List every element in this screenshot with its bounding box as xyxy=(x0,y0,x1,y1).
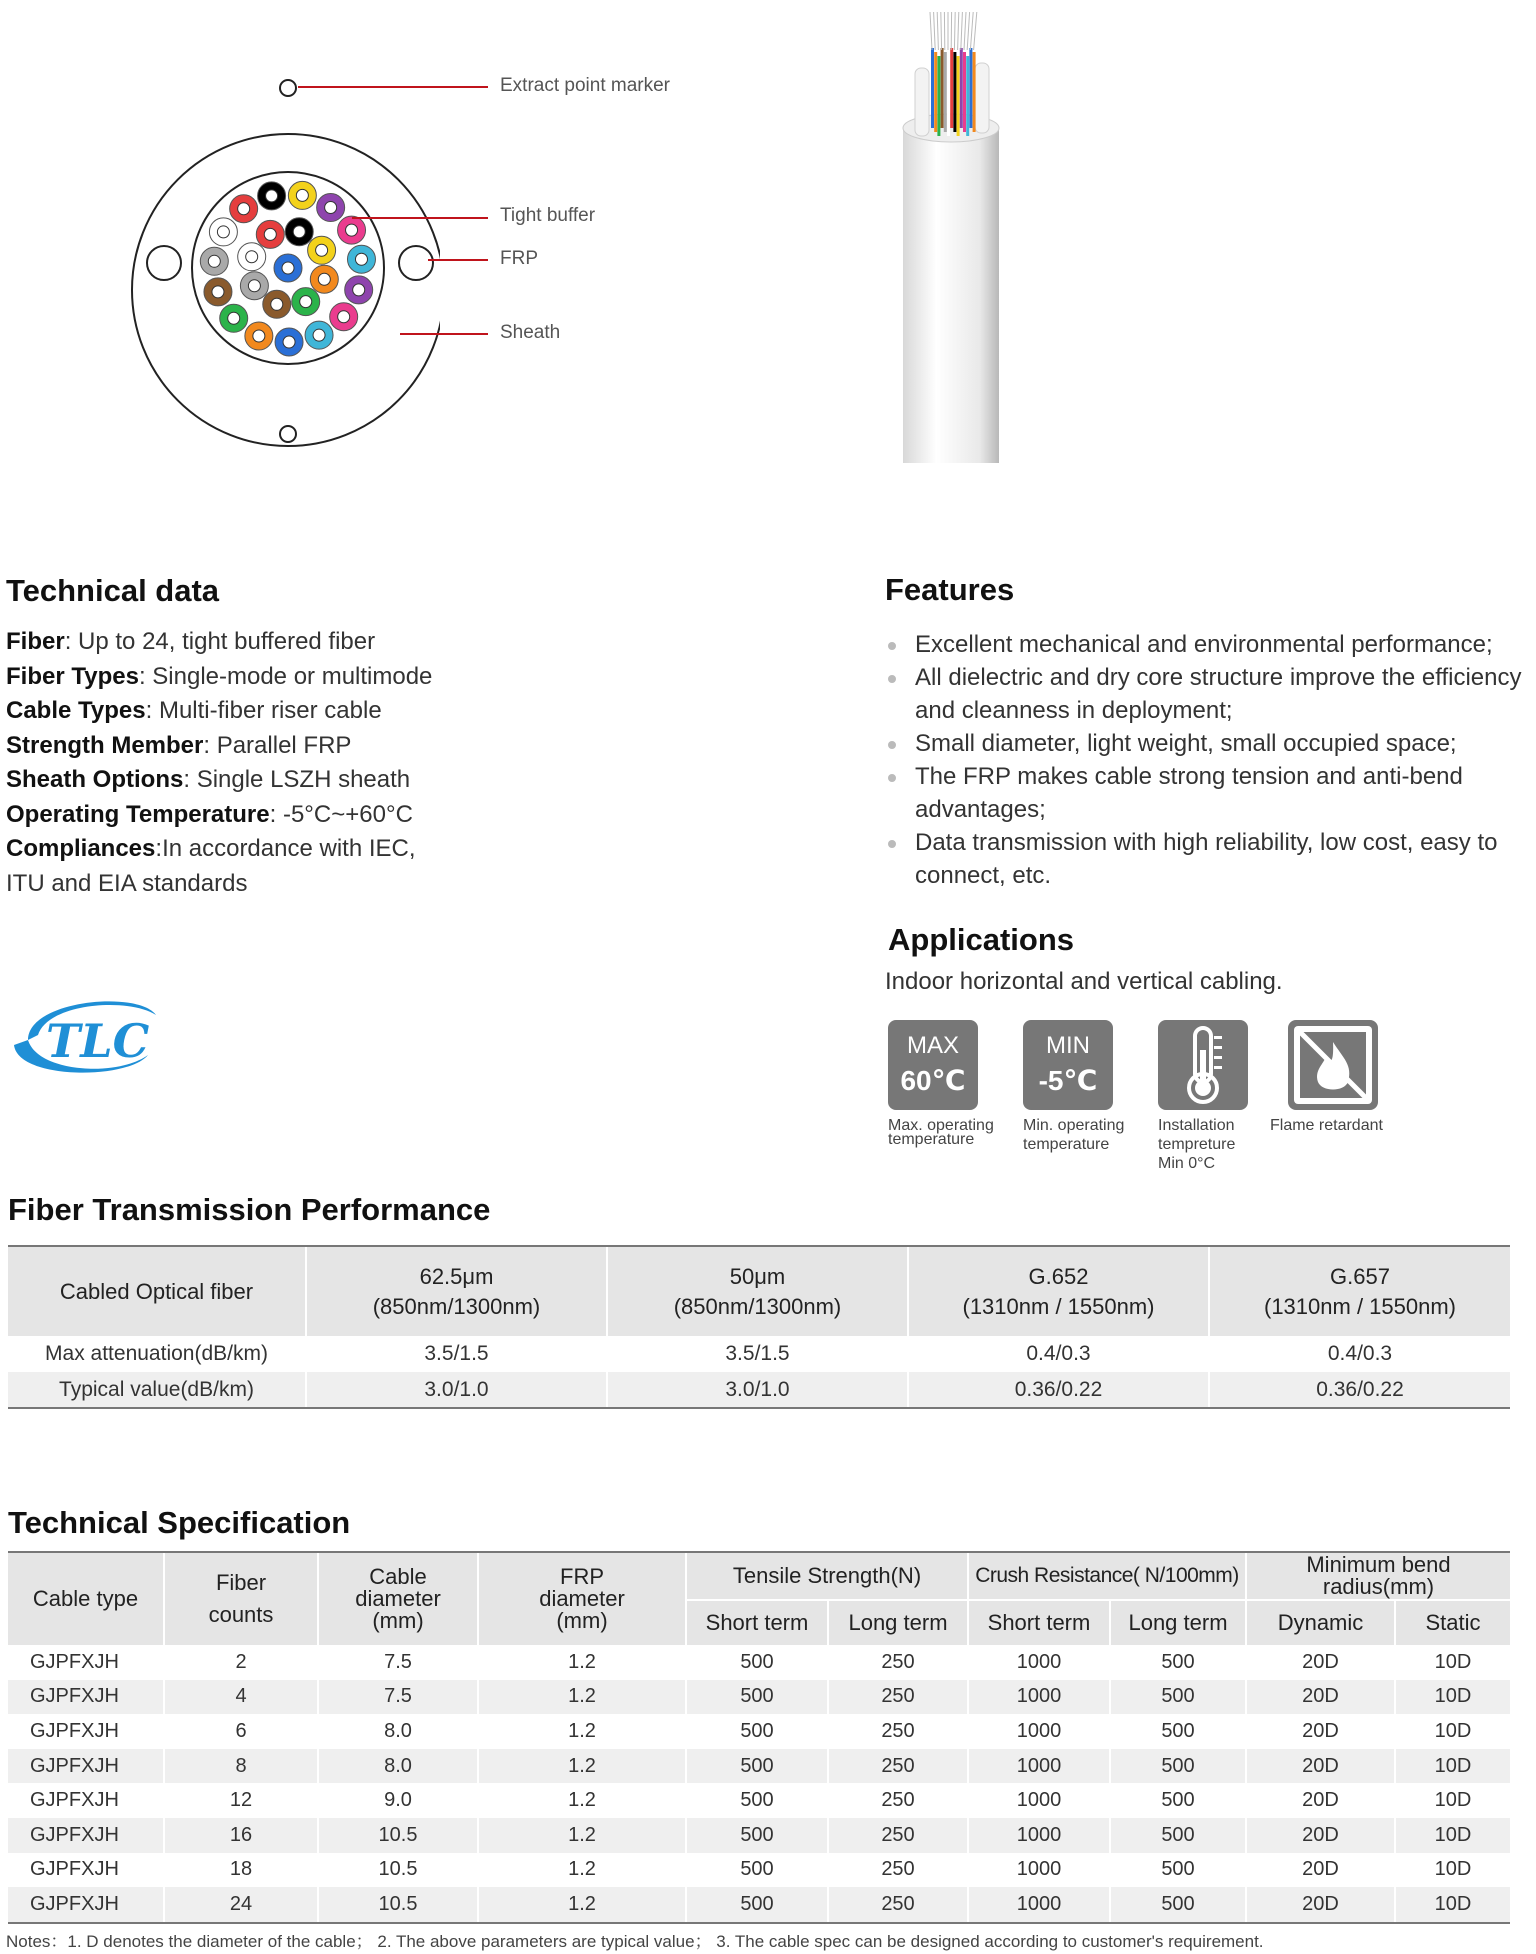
table-cell: 250 xyxy=(828,1714,968,1749)
table-cell: 500 xyxy=(686,1680,828,1715)
table-cell: 7.5 xyxy=(318,1680,478,1715)
table-cell: 500 xyxy=(1110,1645,1246,1680)
side-fiber-strand xyxy=(967,12,969,50)
specification-notes: Notes：1. D denotes the diameter of the cable； 2. The above parameters are typical value； 3. The cable spec can be designed according to customer's requirement. xyxy=(6,1932,1264,1951)
side-fiber-strand xyxy=(930,12,932,50)
specification-table xyxy=(8,1553,1510,1922)
header-bend-radius: Minimum bend radius(mm) xyxy=(1246,1553,1510,1600)
tech-item-cable-types: Cable Types: Multi-fiber riser cable xyxy=(6,697,382,724)
table-row: Typical value(dB/km) 3.0/1.0 3.0/1.0 0.36/0.22 0.36/0.22 xyxy=(8,1372,1510,1408)
callout-frp: FRP xyxy=(500,248,538,269)
side-fiber xyxy=(973,52,976,132)
header-dynamic: Dynamic xyxy=(1246,1600,1395,1645)
table-cell: 250 xyxy=(828,1887,968,1922)
fiber-core xyxy=(300,296,312,308)
table-cell: 250 xyxy=(828,1853,968,1888)
fiber-core xyxy=(217,226,229,238)
table-cell: 10.5 xyxy=(318,1853,478,1888)
header-62-5um: 62.5μm (850nm/1300nm) xyxy=(306,1247,607,1336)
fiber-core xyxy=(293,226,305,238)
table-row xyxy=(8,1749,1510,1784)
table-row xyxy=(8,1783,1510,1818)
table-cell: 20D xyxy=(1246,1680,1395,1715)
bullet-icon xyxy=(888,642,896,650)
table-cell: 20D xyxy=(1246,1714,1395,1749)
table-cell: 1.2 xyxy=(478,1645,686,1680)
callout-tight-buffer: Tight buffer xyxy=(500,205,596,226)
table-cell: 1000 xyxy=(968,1680,1110,1715)
features-title: Features xyxy=(885,572,1015,607)
table-cell: 10D xyxy=(1395,1818,1510,1853)
fiber-core xyxy=(228,312,240,324)
fiber-core xyxy=(316,244,328,256)
side-fiber xyxy=(941,48,944,128)
tech-item-fiber: Fiber: Up to 24, tight buffered fiber xyxy=(6,628,376,655)
badge-value: -5℃ xyxy=(1038,1065,1098,1096)
table-cell: 1.2 xyxy=(478,1749,686,1784)
logo-text: TLC xyxy=(46,1014,150,1068)
table-row xyxy=(8,1853,1510,1888)
table-cell: 10D xyxy=(1434,1789,1472,1812)
table-cell: 1.2 xyxy=(478,1853,686,1888)
table-cell: 8.0 xyxy=(318,1714,478,1749)
sheath-leader xyxy=(400,333,488,335)
table-cell: 8.0 xyxy=(318,1749,478,1784)
side-fiber xyxy=(934,52,937,132)
applications-text: Indoor horizontal and vertical cabling. xyxy=(885,968,1283,995)
fiber-core xyxy=(355,253,367,265)
table-cell: 1000 xyxy=(968,1887,1110,1922)
table-cell: GJPFXJH xyxy=(8,1818,164,1853)
badge-label: MAX xyxy=(906,1032,959,1059)
fiber-core xyxy=(346,224,358,236)
tech-item-sheath-options: Sheath Options: Single LSZH sheath xyxy=(6,766,411,793)
header-tensile-short-term: Short term xyxy=(686,1600,828,1645)
table-cell: 500 xyxy=(1110,1749,1246,1784)
fiber-core xyxy=(248,280,260,292)
side-fiber xyxy=(950,48,953,128)
table-cell: GJPFXJH xyxy=(8,1645,164,1680)
table-cell: 10.5 xyxy=(318,1887,478,1922)
fiber-core xyxy=(325,202,337,214)
specification-bottom-rule xyxy=(8,1922,1510,1924)
table-cell: 1000 xyxy=(968,1853,1110,1888)
flame-retardant-badge xyxy=(1288,1020,1378,1110)
table-cell: 10D xyxy=(1434,1650,1472,1673)
table-cell: 500 xyxy=(1110,1714,1246,1749)
flame-retardant-caption: Flame retardant xyxy=(1270,1117,1383,1134)
fiber-core xyxy=(338,311,350,323)
table-cell: 250 xyxy=(828,1645,968,1680)
table-cell: 1.2 xyxy=(478,1714,686,1749)
header-static: Static xyxy=(1395,1600,1510,1645)
max-temperature-caption: Max. operating temperature xyxy=(888,1117,994,1148)
table-cell: 250 xyxy=(828,1749,968,1784)
table-row xyxy=(8,1714,1510,1749)
fiber-core xyxy=(266,190,278,202)
side-fiber-strand xyxy=(954,12,955,50)
header-cable-type: Cable type xyxy=(8,1553,164,1645)
table-cell: 20D xyxy=(1246,1853,1395,1888)
header-tensile-long-term: Long term xyxy=(828,1600,968,1645)
features-list xyxy=(885,628,1535,892)
bullet-icon xyxy=(888,774,896,782)
tlc-logo xyxy=(8,985,158,1085)
min-temperature-caption: Min. operating temperature xyxy=(1023,1117,1125,1153)
flame-retardant-icon xyxy=(1288,1020,1378,1110)
installation-temperature-caption: Installation tempreture Min 0°C xyxy=(1158,1117,1236,1172)
bullet-icon xyxy=(888,741,896,749)
side-fiber xyxy=(963,52,966,132)
max-temperature-badge xyxy=(888,1020,978,1110)
tech-item-strength-member: Strength Member: Parallel FRP xyxy=(6,731,352,759)
table-cell: GJPFXJH xyxy=(8,1714,164,1749)
side-fiber-strand xyxy=(961,12,963,50)
thermometer-icon xyxy=(1158,1020,1248,1110)
table-cell: 250 xyxy=(828,1818,968,1853)
transmission-bottom-rule xyxy=(8,1407,1510,1409)
table-cell: GJPFXJH xyxy=(8,1680,164,1715)
tech-item-operating-temperature: Operating Temperature: -5°C~+60°C xyxy=(6,800,413,828)
frp-leader xyxy=(428,259,488,261)
fiber-core xyxy=(208,255,220,267)
table-row xyxy=(8,1887,1510,1922)
table-cell: 10.5 xyxy=(318,1818,478,1853)
feature-item: Excellent mechanical and environmental performance; xyxy=(885,628,1535,661)
side-fiber xyxy=(966,56,969,136)
table-cell: 20D xyxy=(1246,1749,1395,1784)
header-frp-diameter: FRP diameter (mm) xyxy=(478,1553,686,1645)
table-cell: 1.2 xyxy=(478,1887,686,1922)
table-cell: 500 xyxy=(686,1749,828,1784)
table-cell: 7.5 xyxy=(318,1645,478,1680)
table-cell: 10D xyxy=(1434,1719,1472,1742)
header-50um: 50μm (850nm/1300nm) xyxy=(607,1247,908,1336)
table-row: Max attenuation(dB/km) 3.5/1.5 3.5/1.5 0.4/0.3 0.4/0.3 xyxy=(8,1336,1510,1372)
table-cell: 1000 xyxy=(968,1645,1110,1680)
min-temperature-badge xyxy=(1023,1020,1113,1110)
applications-title: Applications xyxy=(888,922,1075,957)
header-crush-resistance: Crush Resistance( N/100mm) xyxy=(968,1553,1246,1600)
table-cell: 1000 xyxy=(968,1783,1110,1818)
table-cell: 20D xyxy=(1246,1645,1395,1680)
table-row xyxy=(8,1818,1510,1853)
feature-item: All dielectric and dry core structure improve the efficiency and cleanness in deployment; xyxy=(885,661,1535,727)
fiber-core xyxy=(271,298,283,310)
transmission-table xyxy=(8,1247,1510,1408)
callout-sheath: Sheath xyxy=(500,322,561,343)
fiber-core xyxy=(296,189,308,201)
table-cell: 10D xyxy=(1434,1858,1472,1881)
cable-side-view-image xyxy=(895,8,1015,463)
badge-label: MIN xyxy=(1046,1032,1090,1059)
table-cell: 4 xyxy=(164,1680,318,1715)
table-cell: 1000 xyxy=(968,1714,1110,1749)
side-fiber xyxy=(969,48,972,128)
table-cell: 500 xyxy=(686,1818,828,1853)
table-cell: 500 xyxy=(686,1853,828,1888)
table-cell: 500 xyxy=(1110,1680,1246,1715)
table-cell: 500 xyxy=(1110,1853,1246,1888)
header-cabled-optical-fiber: Cabled Optical fiber xyxy=(8,1247,306,1336)
table-cell: 10D xyxy=(1395,1887,1510,1922)
technical-data-list xyxy=(6,625,432,901)
table-cell: 24 xyxy=(164,1887,318,1922)
side-fiber xyxy=(953,52,956,132)
side-fiber-strand xyxy=(964,12,966,50)
table-cell: 1000 xyxy=(968,1749,1110,1784)
header-tensile-strength: Tensile Strength(N) xyxy=(686,1553,968,1600)
side-fiber xyxy=(944,52,947,132)
fiber-core xyxy=(264,228,276,240)
table-cell: 8 xyxy=(164,1749,318,1784)
table-cell: GJPFXJH xyxy=(8,1887,164,1922)
fiber-core xyxy=(238,203,250,215)
side-fiber xyxy=(937,56,940,136)
table-cell: 250 xyxy=(828,1783,968,1818)
table-cell: 9.0 xyxy=(318,1783,478,1818)
feature-item: The FRP makes cable strong tension and anti-bend advantages; xyxy=(885,760,1535,826)
table-cell: 500 xyxy=(1110,1818,1246,1853)
side-fiber-strand xyxy=(941,12,942,50)
header-g652: G.652 (1310nm / 1550nm) xyxy=(908,1247,1209,1336)
table-cell: 12 xyxy=(164,1783,318,1818)
table-cell: 1.2 xyxy=(478,1818,686,1853)
side-fiber-strand xyxy=(974,12,977,50)
table-cell: 500 xyxy=(1110,1783,1246,1818)
cable-cross-section-diagram xyxy=(120,70,440,450)
fiber-core xyxy=(283,336,295,348)
side-fiber xyxy=(960,48,963,128)
table-cell: GJPFXJH xyxy=(8,1749,164,1784)
technical-data-title: Technical data xyxy=(6,573,220,608)
table-cell: 1000 xyxy=(968,1818,1110,1853)
table-cell: GJPFXJH xyxy=(8,1853,164,1888)
table-cell: 20D xyxy=(1246,1887,1395,1922)
tech-item-compliances-continued: ITU and EIA standards xyxy=(6,869,248,897)
side-fiber xyxy=(931,48,934,128)
fiber-core xyxy=(313,329,325,341)
table-cell: 500 xyxy=(686,1783,828,1818)
side-fiber-strand xyxy=(958,12,959,50)
badge-value: 60℃ xyxy=(900,1065,966,1096)
fiber-core xyxy=(212,286,224,298)
table-cell: 20D xyxy=(1246,1783,1395,1818)
header-crush-short-term: Short term xyxy=(968,1600,1110,1645)
table-cell: 1.2 xyxy=(478,1680,686,1715)
header-cable-diameter: Cable diameter (mm) xyxy=(318,1553,478,1645)
side-fiber-strand xyxy=(937,12,938,50)
table-cell: 500 xyxy=(686,1887,828,1922)
fiber-core xyxy=(353,284,365,296)
specification-title: Technical Specification xyxy=(8,1505,351,1540)
fiber-core xyxy=(253,330,265,342)
tight-buffer-leader xyxy=(352,217,488,219)
fiber-core xyxy=(318,273,330,285)
table-cell: 250 xyxy=(828,1680,968,1715)
feature-item: Small diameter, light weight, small occupied space; xyxy=(885,727,1535,760)
callout-extract-point-marker: Extract point marker xyxy=(500,75,670,96)
extract-marker-leader xyxy=(298,86,488,88)
transmission-title: Fiber Transmission Performance xyxy=(8,1192,491,1227)
table-cell: 2 xyxy=(164,1645,318,1680)
feature-item: Data transmission with high reliability, low cost, easy to connect, etc. xyxy=(885,826,1535,892)
bullet-icon xyxy=(888,675,896,683)
fiber-core xyxy=(246,251,258,263)
tech-item-compliances: Compliances:In accordance with IEC, xyxy=(6,835,416,862)
header-fiber-counts: Fiber counts xyxy=(164,1553,318,1645)
side-fiber-strand xyxy=(934,12,936,50)
installation-temperature-badge xyxy=(1158,1020,1248,1110)
table-cell: 16 xyxy=(164,1818,318,1853)
tech-item-fiber-types: Fiber Types: Single-mode or multimode xyxy=(6,662,433,690)
table-cell: 10D xyxy=(1395,1749,1510,1784)
table-cell: 500 xyxy=(686,1714,828,1749)
fiber-core xyxy=(282,262,294,274)
header-crush-long-term: Long term xyxy=(1110,1600,1246,1645)
table-row xyxy=(8,1645,1510,1680)
table-cell: 1.2 xyxy=(478,1783,686,1818)
side-fiber xyxy=(957,56,960,136)
table-cell: 6 xyxy=(164,1714,318,1749)
table-cell: 500 xyxy=(1110,1887,1246,1922)
table-cell: GJPFXJH xyxy=(8,1783,164,1818)
table-cell: 20D xyxy=(1246,1818,1395,1853)
table-cell: 500 xyxy=(686,1645,828,1680)
table-row xyxy=(8,1680,1510,1715)
side-fiber xyxy=(947,56,950,136)
header-g657: G.657 (1310nm / 1550nm) xyxy=(1209,1247,1510,1336)
bullet-icon xyxy=(888,840,896,848)
side-fiber-strand xyxy=(970,12,973,50)
table-cell: 10D xyxy=(1395,1680,1510,1715)
table-cell: 18 xyxy=(164,1853,318,1888)
